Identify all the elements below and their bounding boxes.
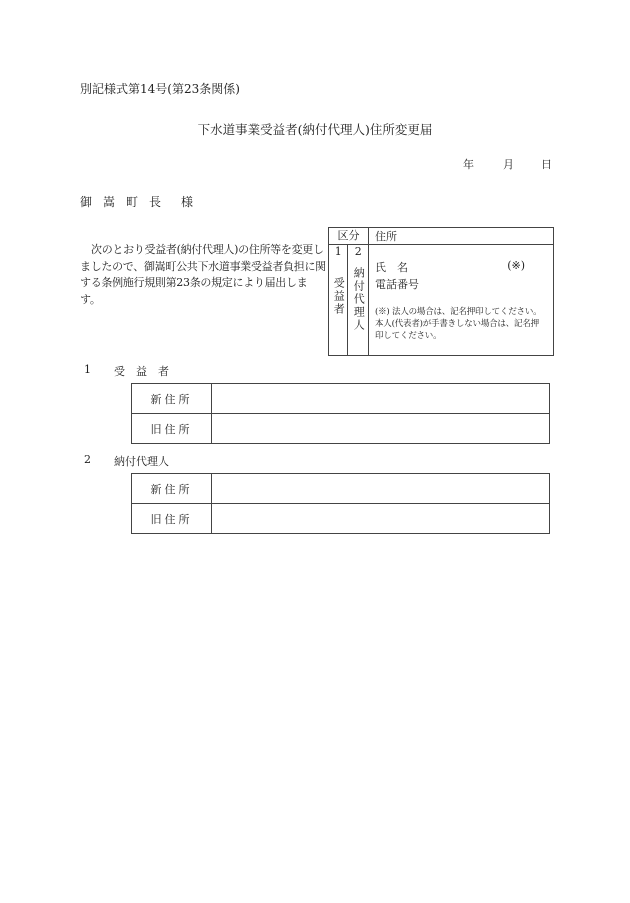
date-day: 日 xyxy=(541,158,552,171)
section-number: 1 xyxy=(84,363,91,376)
table-row xyxy=(132,504,550,534)
addressee-char: 町 xyxy=(126,195,139,209)
section-label: 納付代理人 xyxy=(114,455,169,468)
kubun-option-2-label: 納付代理人 xyxy=(352,267,366,332)
table-row xyxy=(132,414,550,444)
date-month: 月 xyxy=(503,158,514,171)
name-label: 氏 名 xyxy=(375,261,408,274)
beneficiary-new-address-field[interactable] xyxy=(212,384,550,414)
body-text: 次のとおり受益者(納付代理人)の住所等を変更しましたので、御嵩町公共下水道事業受益者負担に関する条例施行規則第23条の規定により届出します。 xyxy=(80,243,326,306)
beneficiary-address-table xyxy=(131,383,550,444)
addressee-char: 御 xyxy=(80,195,93,209)
new-address-label: 新住所 xyxy=(132,384,212,414)
name-phone-cell[interactable] xyxy=(369,245,554,356)
seal-note: (※) 法人の場合は、記名押印してください。本人(代表者)が手書きしない場合は、記名押印してください。 xyxy=(375,307,542,341)
table-row xyxy=(132,474,550,504)
form-id: 別記様式第14号(第23条関係) xyxy=(80,82,240,96)
addressee xyxy=(80,193,193,210)
section-agent-heading xyxy=(84,453,169,469)
address-cell[interactable] xyxy=(369,228,554,245)
old-address-label: 旧住所 xyxy=(132,414,212,444)
seal-mark: (※) xyxy=(507,259,525,272)
phone-label: 電話番号 xyxy=(375,278,419,291)
agent-new-address-field[interactable] xyxy=(212,474,550,504)
kubun-option-beneficiary[interactable] xyxy=(329,245,348,356)
address-label: 住所 xyxy=(375,230,397,243)
beneficiary-old-address-field[interactable] xyxy=(212,414,550,444)
document-title: 下水道事業受益者(納付代理人)住所変更届 xyxy=(197,122,433,137)
section-beneficiary-heading xyxy=(84,363,169,379)
table-row xyxy=(132,384,550,414)
old-address-label: 旧住所 xyxy=(132,504,212,534)
kubun-option-payment-agent[interactable] xyxy=(348,245,369,356)
kubun-option-2-number: 2 xyxy=(354,245,362,258)
addressee-char: 様 xyxy=(181,195,194,209)
agent-address-table xyxy=(131,473,550,534)
date-year: 年 xyxy=(463,158,474,171)
new-address-label: 新住所 xyxy=(132,474,212,504)
kubun-option-1-number: 1 xyxy=(334,245,342,258)
addressee-char: 嵩 xyxy=(103,195,116,209)
section-number: 2 xyxy=(84,453,91,466)
agent-old-address-field[interactable] xyxy=(212,504,550,534)
section-label: 受 益 者 xyxy=(114,365,169,378)
kubun-table xyxy=(328,227,554,356)
date-line xyxy=(463,156,552,172)
kubun-header: 区分 xyxy=(329,228,369,245)
addressee-char: 長 xyxy=(149,195,162,209)
kubun-option-1-label: 受益者 xyxy=(332,277,346,316)
